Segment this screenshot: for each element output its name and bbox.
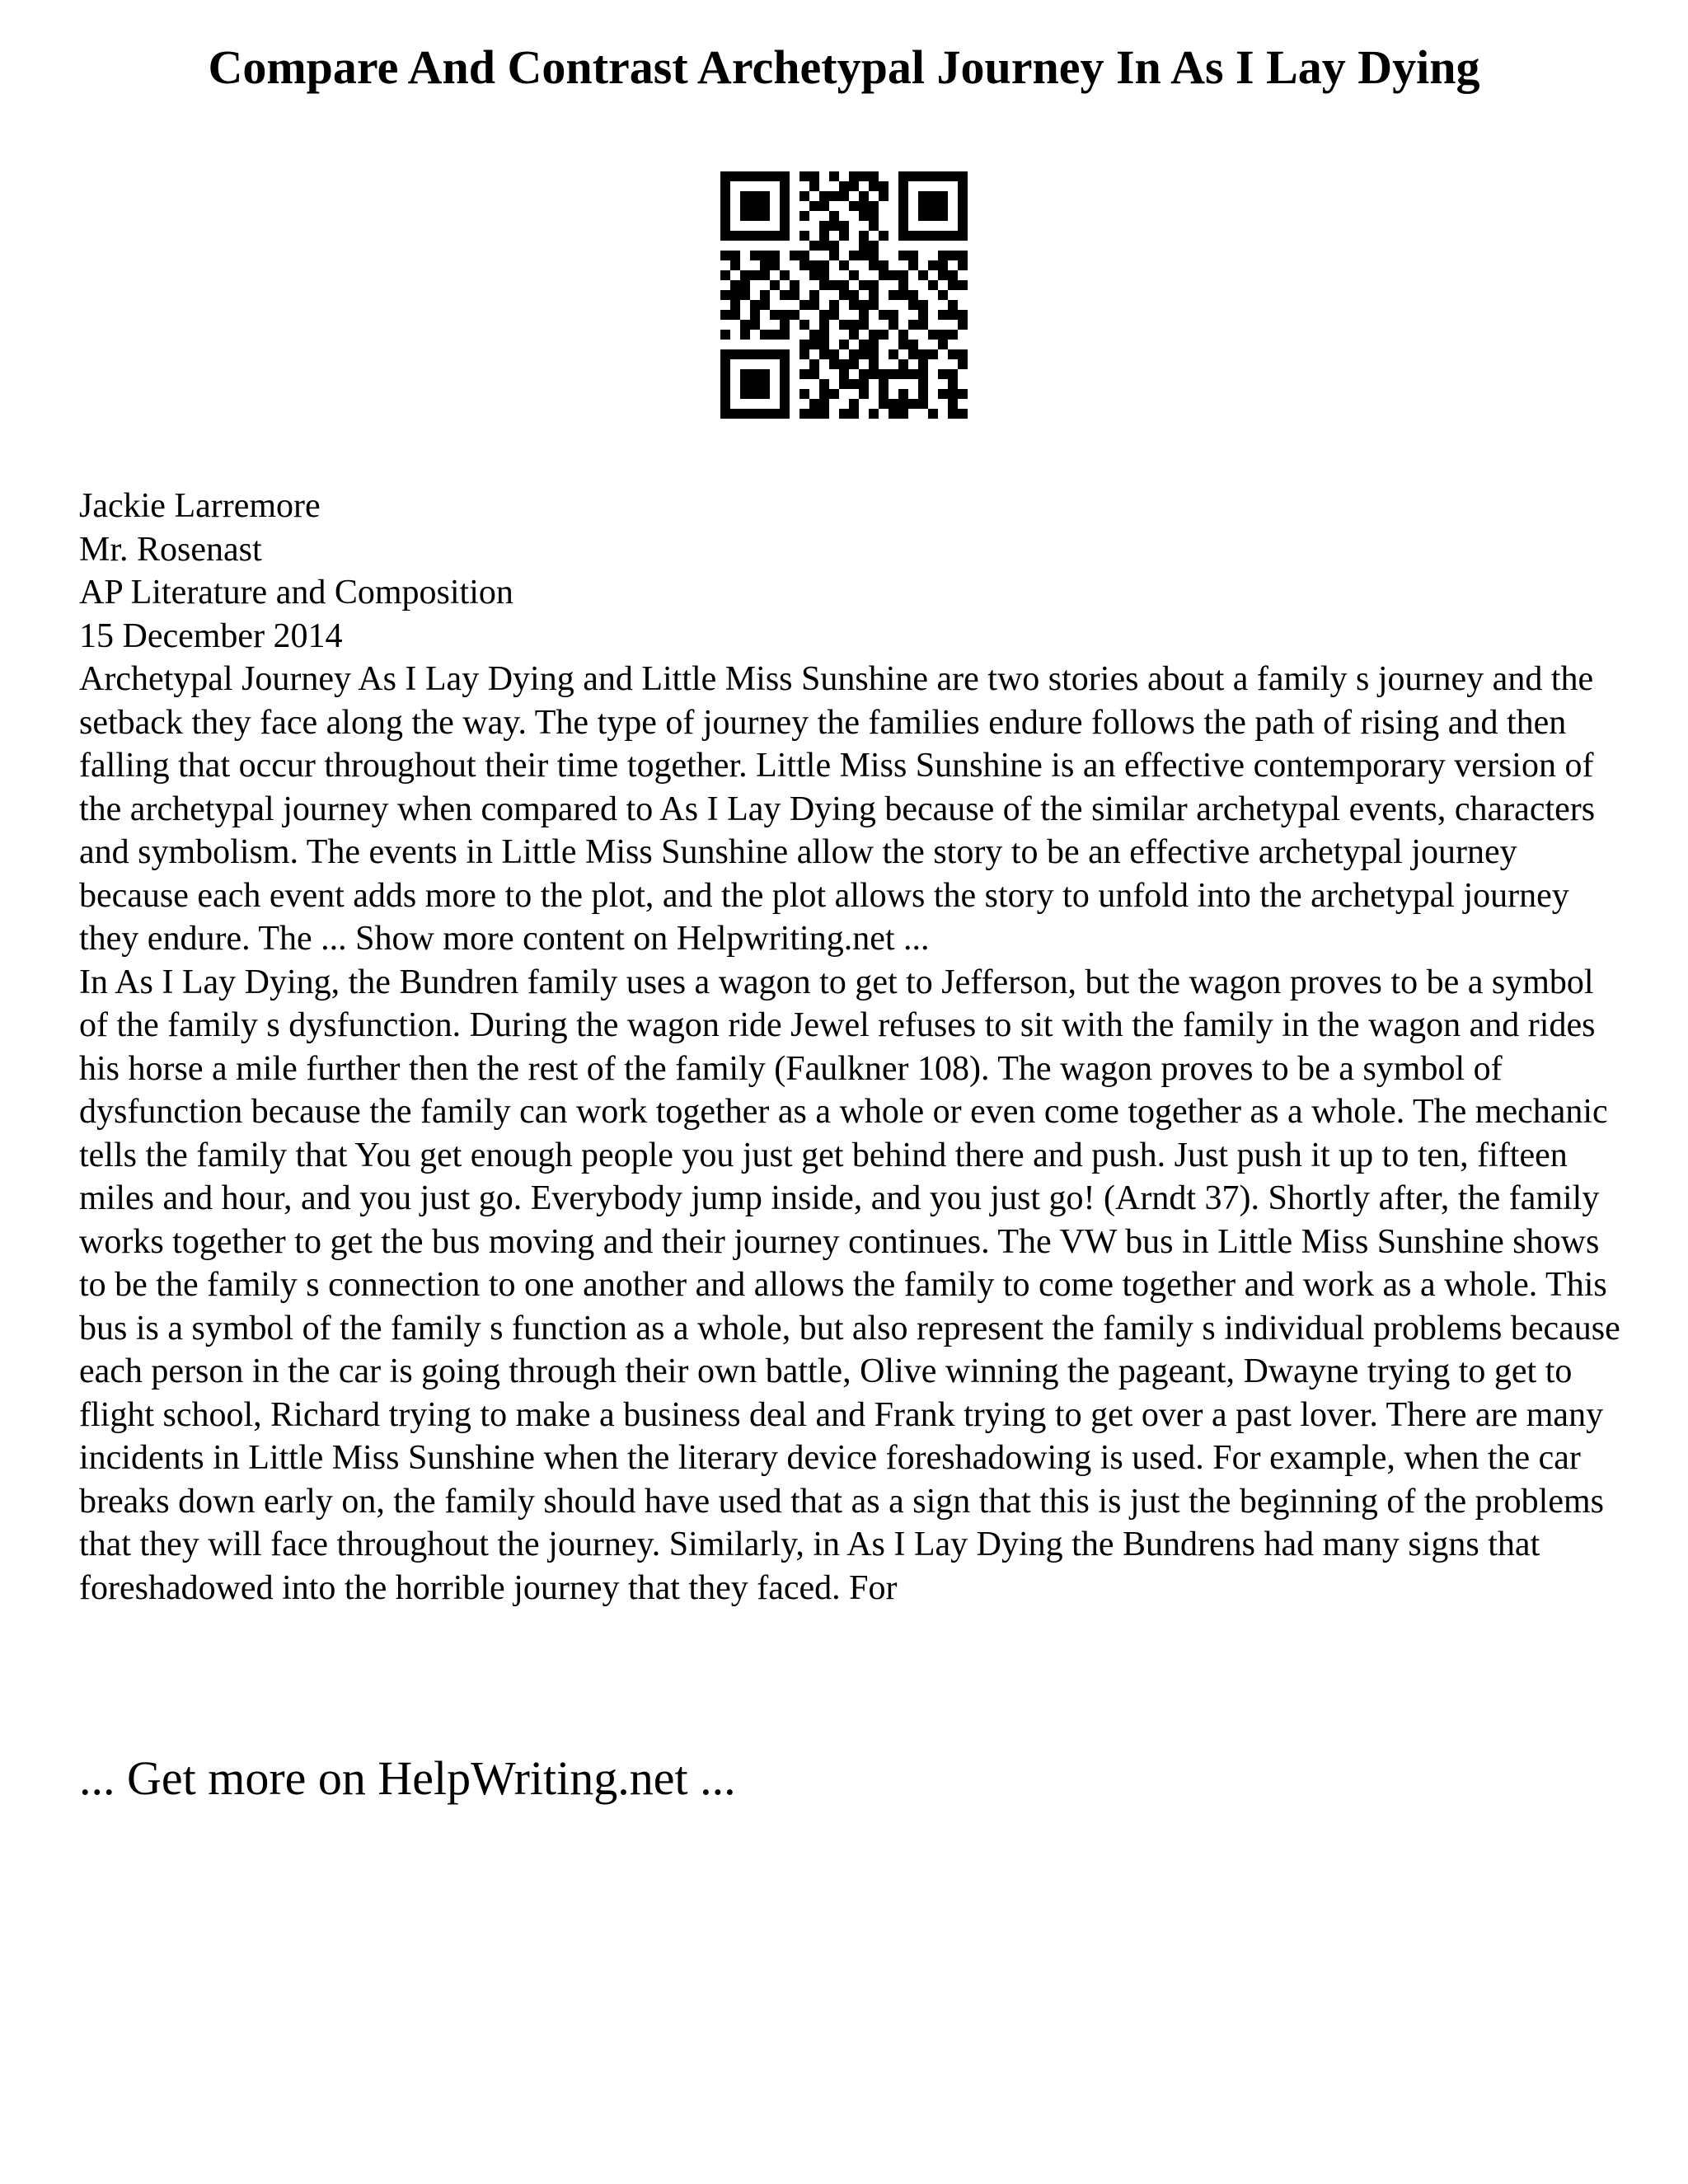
author-name: Jackie Larremore — [79, 487, 321, 525]
essay-paragraph: Archetypal Journey As I Lay Dying and Little Miss Sunshine are two stories about a family s journey and the setback they face along the way. The type of journey the families endure follows the path of rising and then falling that occur throughout their time together. Little Miss Sunshine is an effective contemporary version of the archetypal journey when compared to As I Lay Dying because of the similar archetypal events, characters and symbolism. The events in Little Miss Sunshine allow the story to be an effective archetypal journey because each event adds more to the plot, and the plot allows the story to unfold into the archetypal journey they endure. The ... Show more content on Helpwriting.net ... — [79, 660, 1596, 958]
course-name: AP Literature and Composition — [79, 574, 513, 612]
teacher-name: Mr. Rosenast — [79, 530, 262, 569]
get-more-link[interactable]: ... Get more on HelpWriting.net ... — [79, 1751, 736, 1805]
qr-code-graphic — [720, 171, 968, 419]
essay-date: 15 December 2014 — [79, 616, 343, 655]
qr-code-icon — [720, 171, 968, 419]
essay-body — [79, 485, 1622, 1610]
document-title: Compare And Contrast Archetypal Journey In As I Lay Dying — [208, 40, 1480, 94]
essay-paragraph: In As I Lay Dying, the Bundren family uses a wagon to get to Jefferson, but the wagon proves to be a symbol of the family s dysfunction. During the wagon ride Jewel refuses to sit with the family in the wagon and rides his horse a mile further then the rest of the family (Faulkner 108). The wagon proves to be a symbol of dysfunction because the family can work together as a whole or even come together as a whole. The mechanic tells the family that You get enough people you just get behind there and push. Just push it up to ten, fifteen miles and hour, and you just go. Everybody jump inside, and you just go! (Arndt 37). Shortly after, the family works together to get the bus moving and their journey continues. The VW bus in Little Miss Sunshine shows to be the family s connection to one another and allows the family to come together and work as a whole. This bus is a symbol of the family s function as a whole, but also represent the family s individual problems because each person in the car is going through their own battle, Olive winning the pageant, Dwayne trying to get to flight school, Richard trying to make a business deal and Frank trying to get over a past lover. There are many incidents in Little Miss Sunshine when the literary device foreshadowing is used. For example, when the car breaks down early on, the family should have used that as a sign that this is just the beginning of the problems that they will face throughout the journey. Similarly, in As I Lay Dying the Bundrens had many signs that foreshadowed into the horrible journey that they faced. For — [79, 963, 1620, 1607]
